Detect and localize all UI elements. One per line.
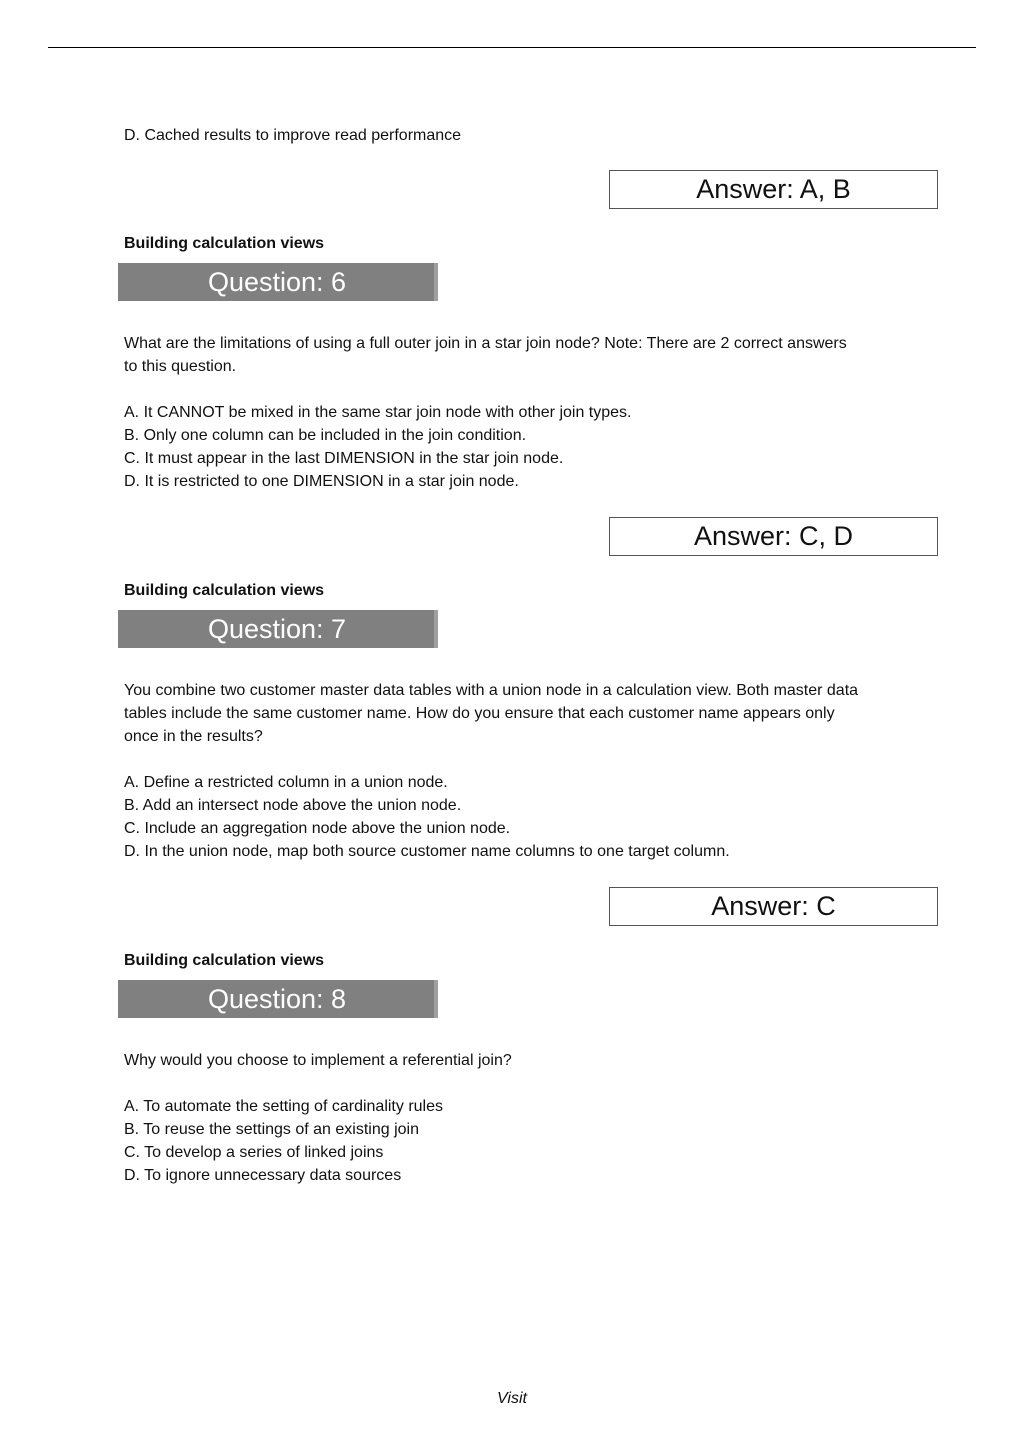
answer-box <box>609 517 938 556</box>
option-d: D. In the union node, map both source customer name columns to one target column. <box>124 843 730 860</box>
category-label: Building calculation views <box>124 235 325 252</box>
option-d: D. To ignore unnecessary data sources <box>124 1167 402 1184</box>
answer-box <box>609 170 938 209</box>
answer-box <box>609 887 938 926</box>
question-text-line: You combine two customer master data tables with a union node in a calculation view. Both master data <box>124 682 859 699</box>
option-c: C. To develop a series of linked joins <box>124 1144 384 1161</box>
question-header-bar <box>118 980 438 1018</box>
question-text-line: to this question. <box>124 358 237 375</box>
question-title: Question: 6 <box>207 267 347 297</box>
category-label: Building calculation views <box>124 952 325 969</box>
option-b: B. To reuse the settings of an existing join <box>124 1121 419 1138</box>
header-rule <box>48 47 976 48</box>
question-title: Question: 8 <box>207 984 347 1014</box>
question-text-line: What are the limitations of using a full outer join in a star join node? Note: There are 2 correct answers <box>124 335 847 352</box>
question-text-line: tables include the same customer name. How do you ensure that each customer name appears only <box>124 705 835 722</box>
question-header-bar <box>118 610 438 648</box>
option-line: D. Cached results to improve read performance <box>124 127 462 144</box>
question-title: Question: 7 <box>207 614 347 644</box>
question-text-line: once in the results? <box>124 728 263 745</box>
answer-text: Answer: C, D <box>693 521 854 551</box>
question-text-line: Why would you choose to implement a referential join? <box>124 1052 512 1069</box>
answer-text: Answer: A, B <box>696 174 851 204</box>
option-c: C. Include an aggregation node above the union node. <box>124 820 511 837</box>
answer-text: Answer: C <box>711 891 836 921</box>
option-a: A. To automate the setting of cardinality rules <box>124 1098 443 1115</box>
option-b: B. Only one column can be included in the join condition. <box>124 427 527 444</box>
question-header-bar <box>118 263 438 301</box>
option-a: A. Define a restricted column in a union node. <box>124 774 448 791</box>
option-a: A. It CANNOT be mixed in the same star join node with other join types. <box>124 404 632 421</box>
option-d: D. It is restricted to one DIMENSION in a star join node. <box>124 473 519 490</box>
category-label: Building calculation views <box>124 582 325 599</box>
option-b: B. Add an intersect node above the union node. <box>124 797 462 814</box>
option-c: C. It must appear in the last DIMENSION in the star join node. <box>124 450 564 467</box>
footer-visit-text: Visit <box>497 1390 527 1407</box>
